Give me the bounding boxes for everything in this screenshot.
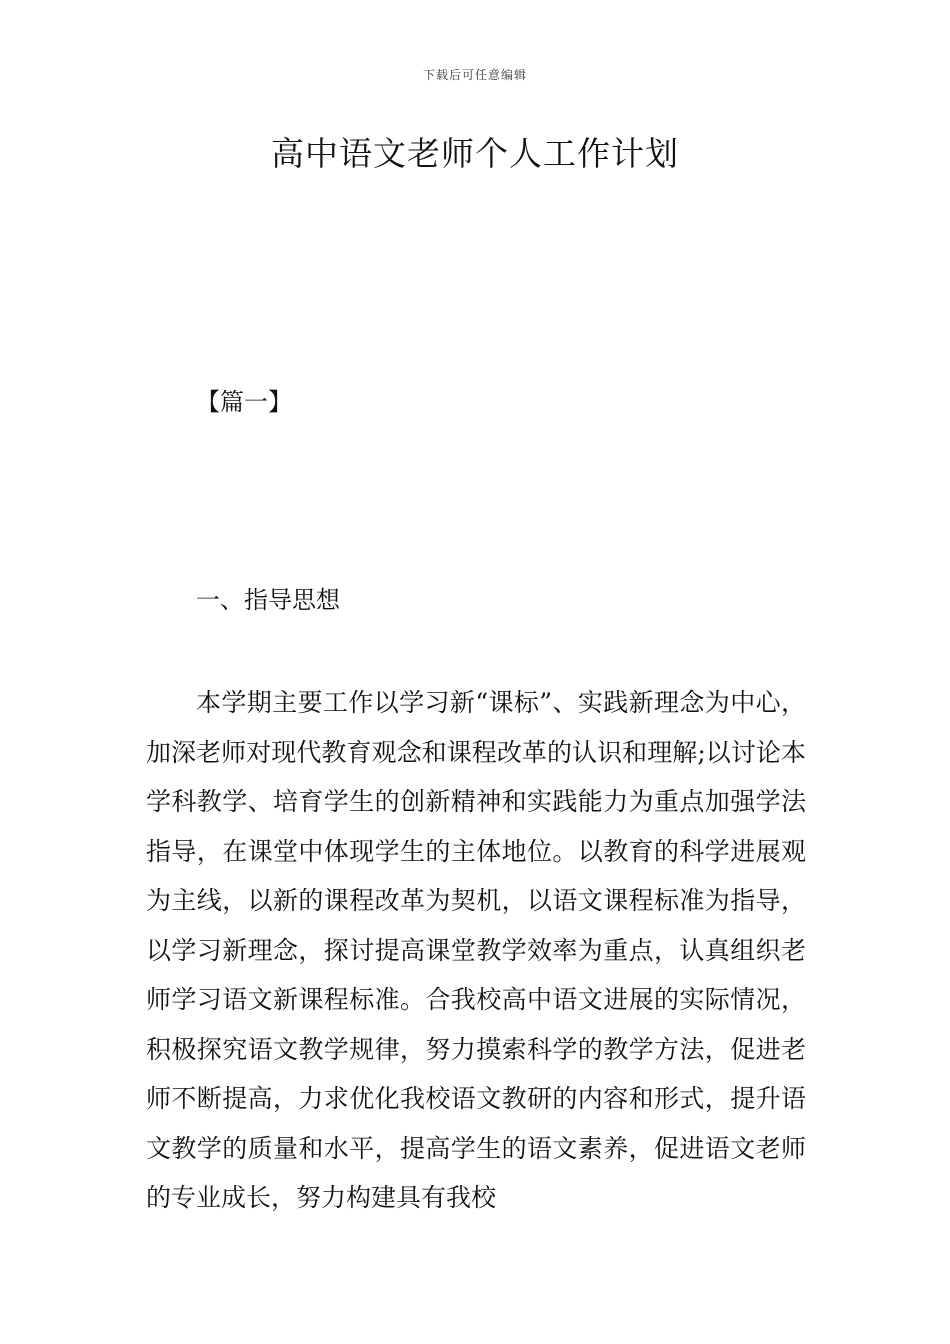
section-tag: 【篇一】 — [196, 388, 292, 416]
header-note: 下载后可任意编辑 — [422, 68, 527, 82]
body-paragraph: 本学期主要工作以学习新“课标”、实践新理念为中心，加深老师对现代教育观念和课程改革的认识和理解;以讨论本学科教学、培育学生的创新精神和实践能力为重点加强学法指导，在课堂中体现学生的主体地位。以教育的科学进展观为主线，以新的课程改革为契机，以语文课程标准为指导，以学习新理念，探讨提高课堂教学效率为重点，认真组织老师学习语文新课程标准。合我校高中语文进展的实际情况，积极探究语文教学规律，努力摸索科学的教学方法，促进老师不断提高，力求优化我校语文教研的内容和形式，提升语文教学的质量和水平，提高学生的语文素养，促进语文老师的专业成长，努力构建具有我校 — [146, 688, 806, 1212]
section-heading: 一、指导思想 — [196, 586, 340, 614]
document-title: 高中语文老师个人工作计划 — [271, 134, 679, 173]
